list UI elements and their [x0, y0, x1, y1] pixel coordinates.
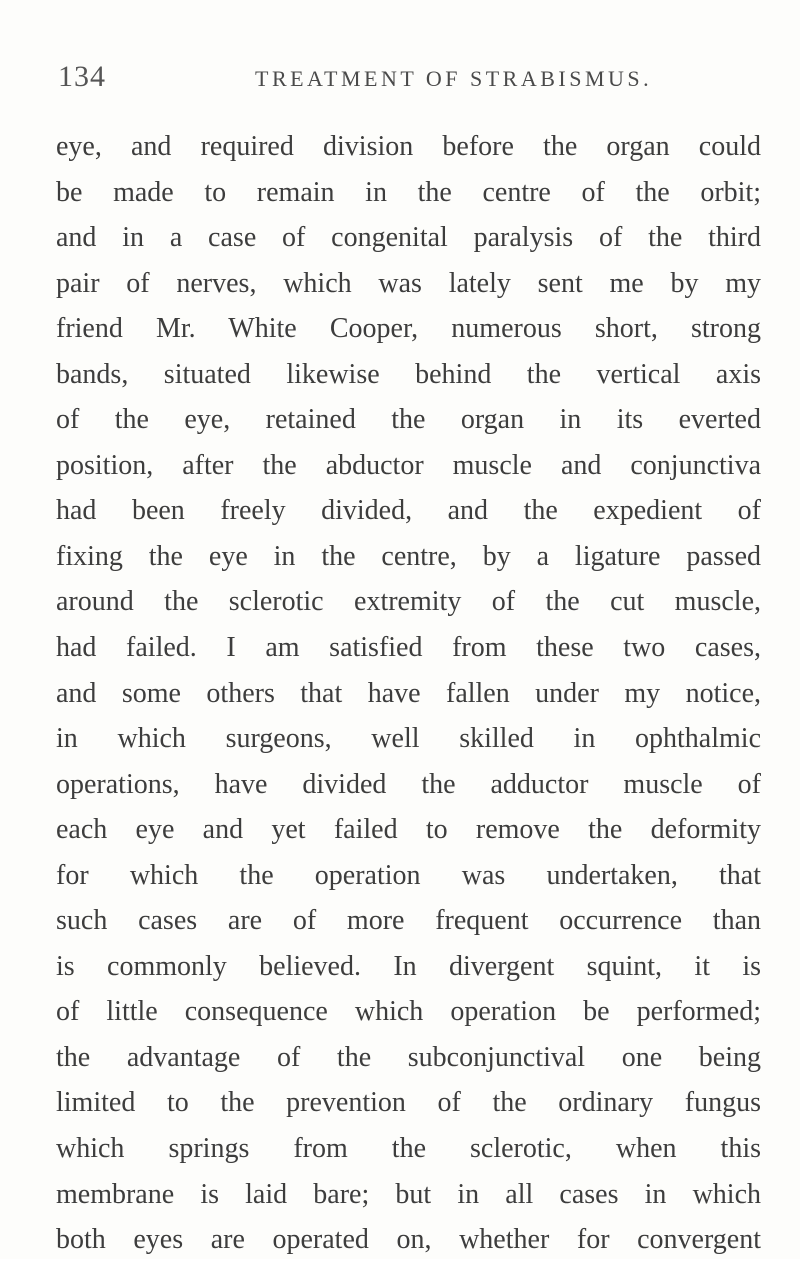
page-number: 134: [58, 60, 106, 93]
text-line: both eyes are operated on, whether for convergent: [56, 1224, 761, 1256]
text-line: around the sclerotic extremity of the cut muscle,: [56, 586, 761, 618]
text-line: of the eye, retained the organ in its everted: [56, 404, 761, 436]
text-line: position, after the abductor muscle and conjunctiva: [56, 449, 761, 481]
running-head: TREATMENT OF STRABISMUS.: [255, 66, 653, 91]
text-line: be made to remain in the centre of the orbit;: [56, 176, 761, 208]
page-header: [58, 60, 758, 100]
text-line: eye, and required division before the organ could: [56, 131, 761, 162]
text-line: of little consequence which operation be performed;: [56, 996, 761, 1028]
text-line: fixing the eye in the centre, by a ligature passed: [56, 540, 761, 572]
text-line: friend Mr. White Cooper, numerous short, strong: [56, 313, 761, 345]
text-line: had been freely divided, and the expedient of: [56, 495, 761, 527]
text-line: limited to the prevention of the ordinary fungus: [56, 1087, 761, 1119]
text-line: and in a case of congenital paralysis of the third: [56, 222, 761, 254]
text-line: which springs from the sclerotic, when this: [56, 1133, 761, 1165]
text-line: in which surgeons, well skilled in ophthalmic: [56, 723, 761, 755]
text-line: and some others that have fallen under my notice,: [56, 677, 761, 709]
body-text: [56, 124, 761, 1263]
text-line: such cases are of more frequent occurrence than: [56, 905, 761, 937]
text-line: the advantage of the subconjunctival one being: [56, 1041, 761, 1073]
text-line: had failed. I am satisfied from these two cases,: [56, 632, 761, 664]
text-line: operations, have divided the adductor muscle of: [56, 768, 761, 800]
text-line: is commonly believed. In divergent squint, it is: [56, 950, 761, 982]
text-line: membrane is laid bare; but in all cases in which: [56, 1178, 761, 1210]
text-line: bands, situated likewise behind the vertical axis: [56, 358, 761, 390]
text-line: for which the operation was undertaken, that: [56, 859, 761, 891]
text-line: each eye and yet failed to remove the deformity: [56, 814, 761, 846]
text-line: pair of nerves, which was lately sent me by my: [56, 267, 761, 299]
